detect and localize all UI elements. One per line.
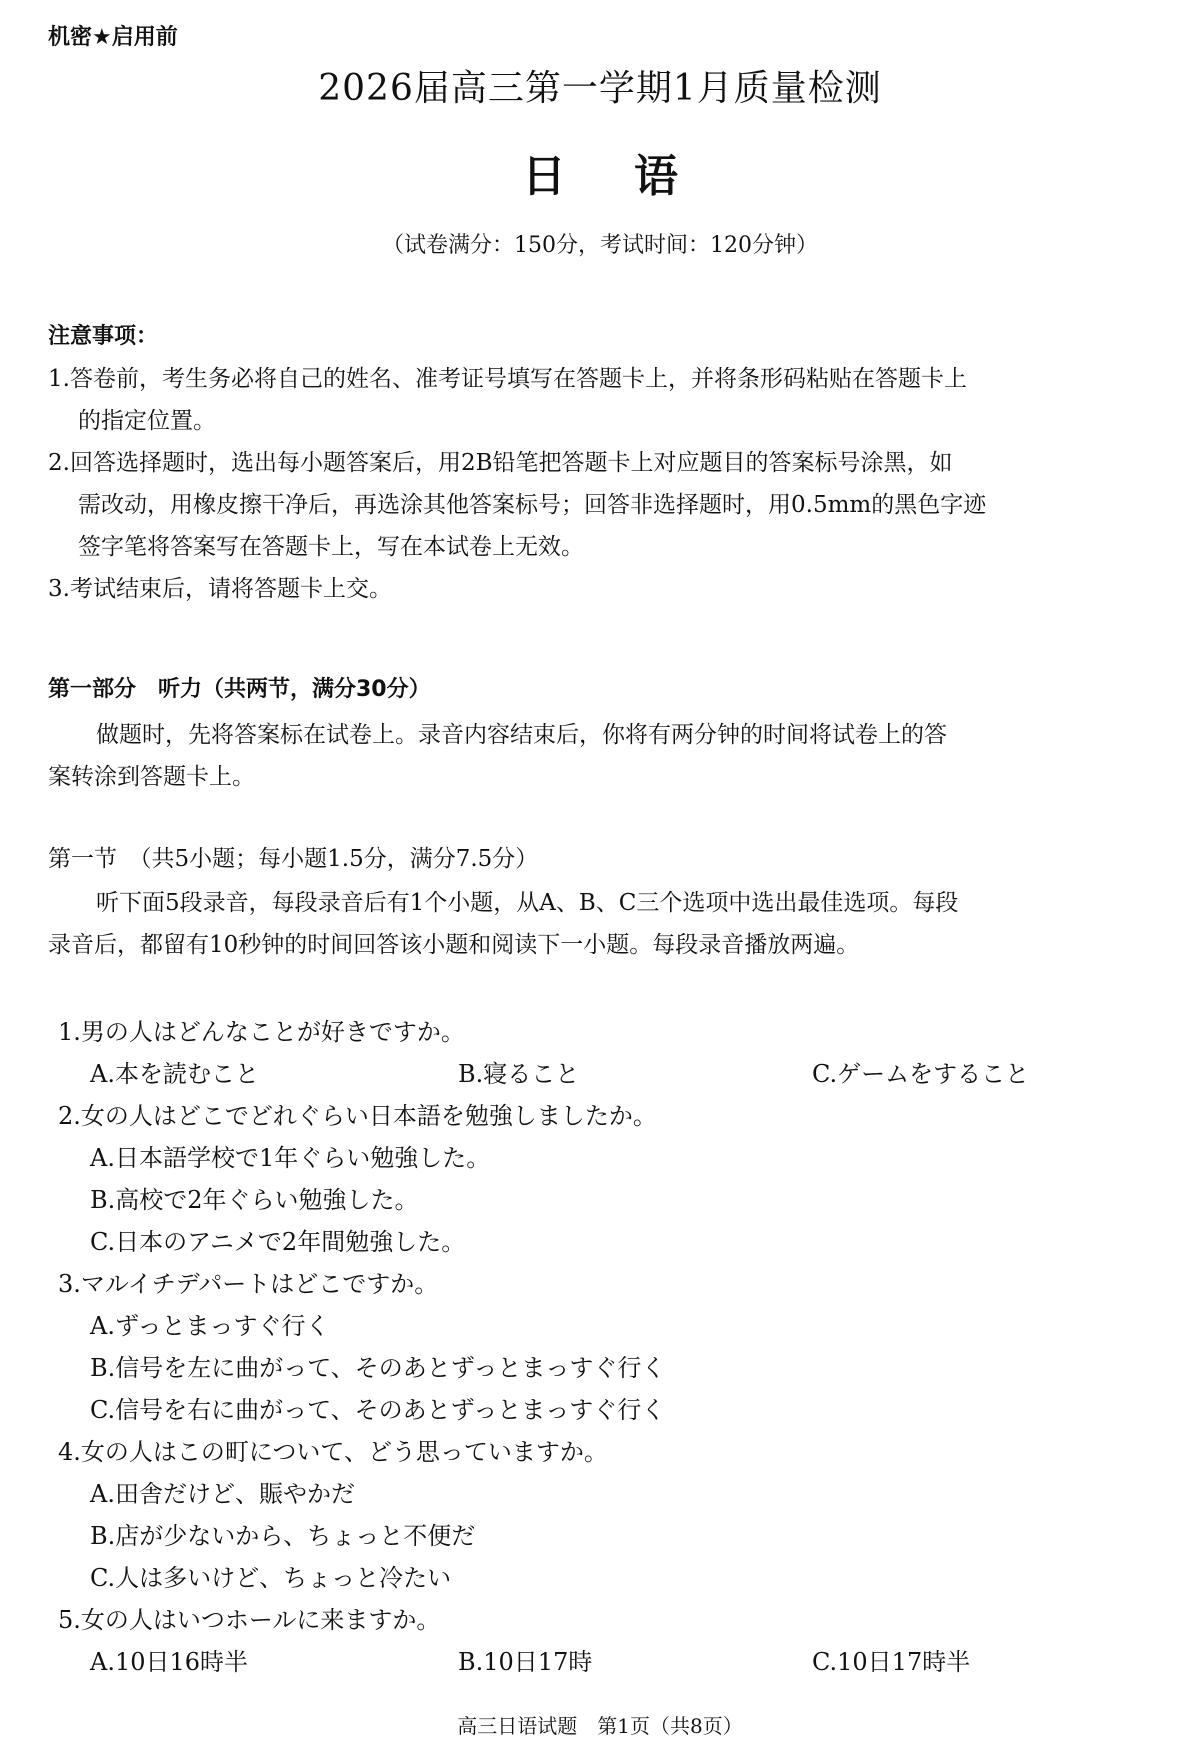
part1-paragraph bbox=[48, 714, 1158, 798]
subject-char: 语 bbox=[634, 151, 678, 202]
q1-option-b: B.寝ること bbox=[458, 1060, 580, 1088]
q5-option-b: B.10日17時 bbox=[458, 1648, 593, 1676]
note-line: 签字笔将答案写在答题卡上，写在本试卷上无效。 bbox=[78, 534, 584, 560]
note-line: 需改动，用橡皮擦干净后，再选涂其他答案标号；回答非选择题时，用0.5mm的黑色字迹 bbox=[78, 492, 987, 518]
exam-info: （试卷满分：150分，考试时间：120分钟） bbox=[382, 233, 818, 258]
notes-section bbox=[48, 316, 1158, 610]
q2-option-b: B.高校で2年ぐらい勉強した。 bbox=[90, 1186, 419, 1214]
q4-option-c: C.人は多いけど、ちょっと冷たい bbox=[90, 1564, 452, 1592]
secret-label: 机密★启用前 bbox=[48, 25, 178, 50]
q5-option-a: A.10日16時半 bbox=[90, 1648, 249, 1676]
q4-option-a: A.田舎だけど、賑やかだ bbox=[90, 1480, 355, 1508]
notes-heading: 注意事项： bbox=[48, 324, 159, 349]
question-3: 3.マルイチデパートはどこですか。 bbox=[58, 1270, 439, 1298]
q2-option-c: C.日本のアニメで2年間勉強した。 bbox=[90, 1228, 466, 1256]
question-5: 5.女の人はいつホールに来ますか。 bbox=[58, 1606, 441, 1634]
q3-option-c: C.信号を右に曲がって、そのあとずっとまっすぐ行く bbox=[90, 1396, 666, 1424]
q1-option-a: A.本を読むこと bbox=[90, 1060, 259, 1088]
note-line: 的指定位置。 bbox=[78, 408, 216, 434]
note-line: 2.回答选择题时，选出每小题答案后，用2B铅笔把答题卡上对应题目的答案标号涂黑，如 bbox=[48, 450, 953, 476]
question-1: 1.男の人はどんなことが好きですか。 bbox=[58, 1018, 465, 1046]
q3-option-a: A.ずっとまっすぐ行く bbox=[90, 1312, 330, 1340]
para-line: 听下面5段录音，每段录音后有1个小题，从A、B、C三个选项中选出最佳选项。每段 bbox=[96, 890, 959, 916]
page-footer: 高三日语试题 第1页（共8页） bbox=[457, 1714, 743, 1738]
subject-title bbox=[0, 140, 1200, 204]
section1-heading: 第一节 （共5小题；每小题1.5分，满分7.5分） bbox=[48, 846, 539, 872]
exam-title: 2026届高三第一学期1月质量检测 bbox=[318, 68, 882, 109]
para-line: 录音后，都留有10秒钟的时间回答该小题和阅读下一小题。每段录音播放两遍。 bbox=[48, 932, 860, 958]
q5-option-c: C.10日17時半 bbox=[812, 1648, 971, 1676]
q3-option-b: B.信号を左に曲がって、そのあとずっとまっすぐ行く bbox=[90, 1354, 666, 1382]
section1-paragraph bbox=[48, 882, 1158, 966]
q1-option-c: C.ゲームをすること bbox=[812, 1060, 1030, 1088]
note-line: 3.考试结束后，请将答题卡上交。 bbox=[48, 576, 392, 602]
q2-option-a: A.日本語学校で1年ぐらい勉強した。 bbox=[90, 1144, 491, 1172]
note-line: 1.答卷前，考生务必将自己的姓名、准考证号填写在答题卡上，并将条形码粘贴在答题卡上 bbox=[48, 366, 967, 392]
subject-char: 日 bbox=[522, 151, 566, 202]
para-line: 案转涂到答题卡上。 bbox=[48, 764, 255, 790]
part1-heading: 第一部分 听力（共两节，满分30分） bbox=[48, 677, 431, 702]
question-4: 4.女の人はこの町について、どう思っていますか。 bbox=[58, 1438, 608, 1466]
q4-option-b: B.店が少ないから、ちょっと不便だ bbox=[90, 1522, 476, 1550]
question-2: 2.女の人はどこでどれぐらい日本語を勉強しましたか。 bbox=[58, 1102, 657, 1130]
para-line: 做题时，先将答案标在试卷上。录音内容结束后，你将有两分钟的时间将试卷上的答 bbox=[96, 722, 947, 748]
